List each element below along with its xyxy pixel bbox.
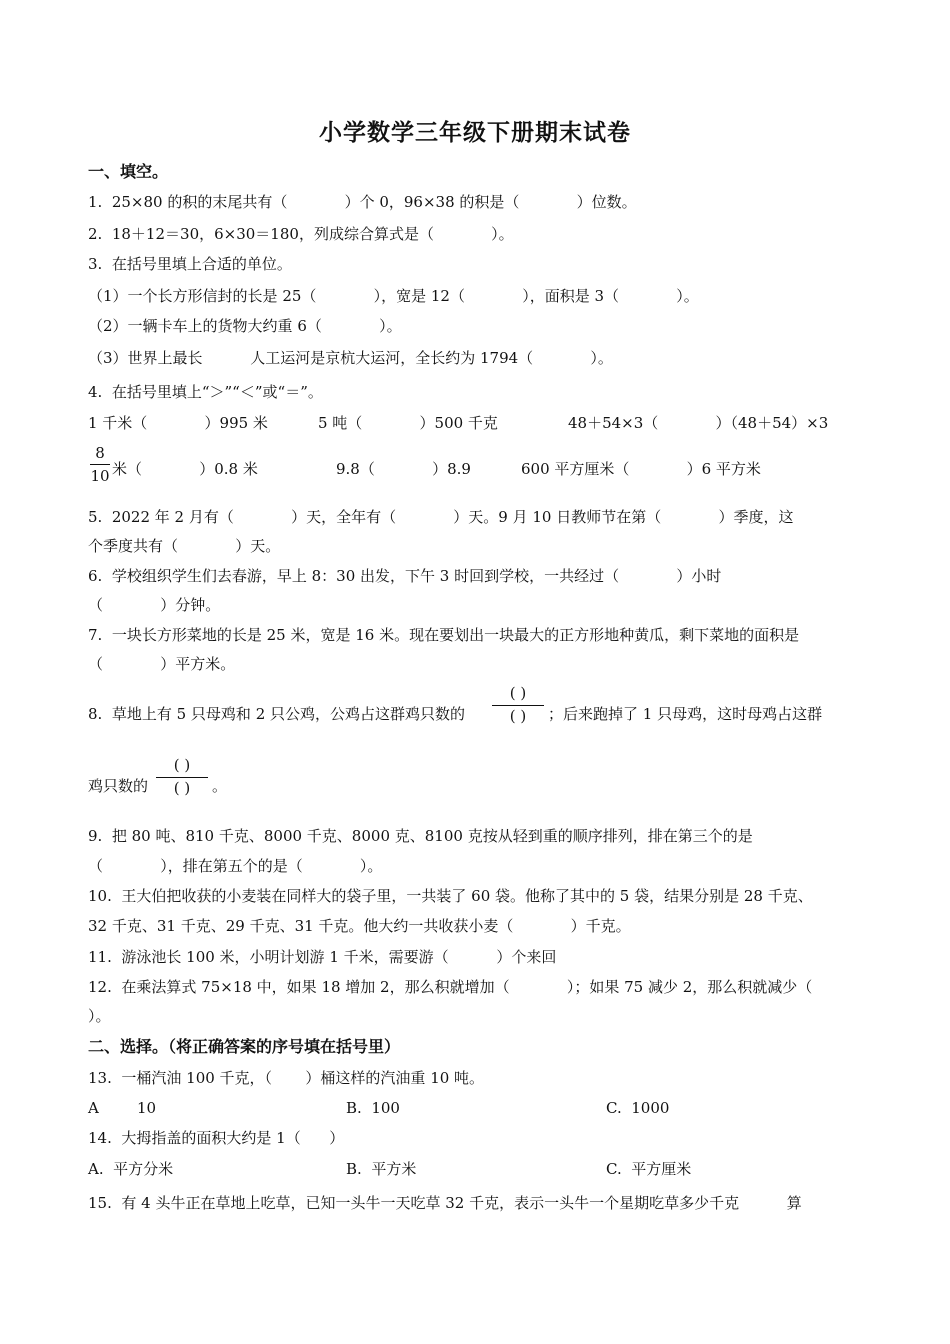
question-3-part-3: （3）世界上最长 人工运河是京杭大运河，全长约为 1794（ ）。 xyxy=(88,349,613,367)
section-heading-choice: 二、选择。（将正确答案的序号填在括号里） xyxy=(88,1037,401,1056)
q14-option-c: C. 平方厘米 xyxy=(606,1160,692,1178)
fraction-bar xyxy=(492,705,544,706)
compare-item-5: 9.8（ ）8.9 xyxy=(336,460,471,478)
question-5-line-1: 5. 2022 年 2 月有（ ）天，全年有（ ）天。9 月 10 日教师节在第（ ）季度，这 xyxy=(88,508,794,526)
question-12-line-2: ）。 xyxy=(88,1007,111,1025)
fraction-denominator-blank: ( ) xyxy=(509,707,527,725)
question-9-line-2: （ ），排在第五个的是（ ）。 xyxy=(88,857,383,875)
fraction-eight-tenths xyxy=(88,444,112,485)
fraction-bar xyxy=(156,777,208,778)
fraction-denominator-blank: ( ) xyxy=(173,779,191,797)
question-9-line-1: 9. 把 80 吨、810 千克、8000 千克、8000 克、8100 克按从轻到重的顺序排列，排在第三个的是 xyxy=(88,827,753,845)
answer-fraction-blank-2 xyxy=(154,756,210,799)
question-8-line-2a: 鸡只数的 xyxy=(88,777,149,795)
compare-item-1: 1 千米（ ）995 米 xyxy=(88,414,268,432)
q13-option-b: B. 100 xyxy=(346,1099,400,1117)
compare-item-4: 米（ ）0.8 米 xyxy=(112,460,258,478)
question-14: 14. 大拇指盖的面积大约是 1（ ） xyxy=(88,1129,345,1147)
compare-item-6: 600 平方厘米（ ）6 平方米 xyxy=(521,460,761,478)
compare-item-3: 48＋54×3（ ）（48＋54）×3 xyxy=(568,414,829,432)
question-8-line-1b: ；后来跑掉了 1 只母鸡，这时母鸡占这群 xyxy=(548,705,823,723)
question-3-part-2: （2）一辆卡车上的货物大约重 6（ ）。 xyxy=(88,317,402,335)
question-7-line-1: 7. 一块长方形菜地的长是 25 米，宽是 16 米。现在要划出一块最大的正方形地种黄瓜，剩下菜地的面积是 xyxy=(88,626,800,644)
question-10-line-1: 10. 王大伯把收获的小麦装在同样大的袋子里，一共装了 60 袋。他称了其中的 5 袋，结果分别是 28 千克、 xyxy=(88,887,813,905)
question-15: 15. 有 4 头牛正在草地上吃草，已知一头牛一天吃草 32 千克，表示一头牛一个星期吃草多少千克 算 xyxy=(88,1194,802,1212)
fraction-numerator: 8 xyxy=(95,444,105,462)
compare-item-2: 5 吨（ ）500 千克 xyxy=(318,414,498,432)
fraction-numerator-blank: ( ) xyxy=(173,756,191,774)
q13-option-a: A 10 xyxy=(88,1099,157,1117)
question-11: 11. 游泳池长 100 米，小明计划游 1 千米，需要游（ ）个来回 xyxy=(88,948,557,966)
question-1: 1. 25×80 的积的末尾共有（ ）个 0，96×38 的积是（ ）位数。 xyxy=(88,193,637,211)
question-5-line-2: 个季度共有（ ）天。 xyxy=(88,537,281,555)
page-title: 小学数学三年级下册期末试卷 xyxy=(319,120,631,146)
fraction-bar xyxy=(90,464,110,465)
question-2: 2. 18＋12＝30，6×30＝180，列成综合算式是（ ）。 xyxy=(88,225,514,243)
question-3: 3. 在括号里填上合适的单位。 xyxy=(88,255,292,273)
q13-option-c: C. 1000 xyxy=(606,1099,670,1117)
q14-option-a: A. 平方分米 xyxy=(88,1160,174,1178)
fraction-numerator-blank: ( ) xyxy=(509,684,527,702)
question-3-part-1: （1）一个长方形信封的长是 25（ ），宽是 12（ ），面积是 3（ ）。 xyxy=(88,287,699,305)
q14-option-b: B. 平方米 xyxy=(346,1160,417,1178)
question-7-line-2: （ ）平方米。 xyxy=(88,655,236,673)
question-12-line-1: 12. 在乘法算式 75×18 中，如果 18 增加 2，那么积就增加（ ）；如果 75 减少 2，那么积就减少（ xyxy=(88,978,813,996)
fraction-denominator: 10 xyxy=(90,467,110,485)
question-13: 13. 一桶汽油 100 千克，（ ）桶这样的汽油重 10 吨。 xyxy=(88,1069,485,1087)
question-10-line-2: 32 千克、31 千克、29 千克、31 千克。他大约一共收获小麦（ ）千克。 xyxy=(88,917,631,935)
answer-fraction-blank-1 xyxy=(490,684,546,727)
question-6-line-1: 6. 学校组织学生们去春游，早上 8：30 出发，下午 3 时回到学校，一共经过（ ）小时 xyxy=(88,567,722,585)
section-heading-fill-blank: 一、填空。 xyxy=(88,162,169,181)
question-6-line-2: （ ）分钟。 xyxy=(88,596,221,614)
question-4: 4. 在括号里填上“＞”“＜”或“＝”。 xyxy=(88,383,323,401)
question-8-line-2b: 。 xyxy=(212,777,228,795)
question-8-line-1a: 8. 草地上有 5 只母鸡和 2 只公鸡，公鸡占这群鸡只数的 xyxy=(88,705,466,723)
